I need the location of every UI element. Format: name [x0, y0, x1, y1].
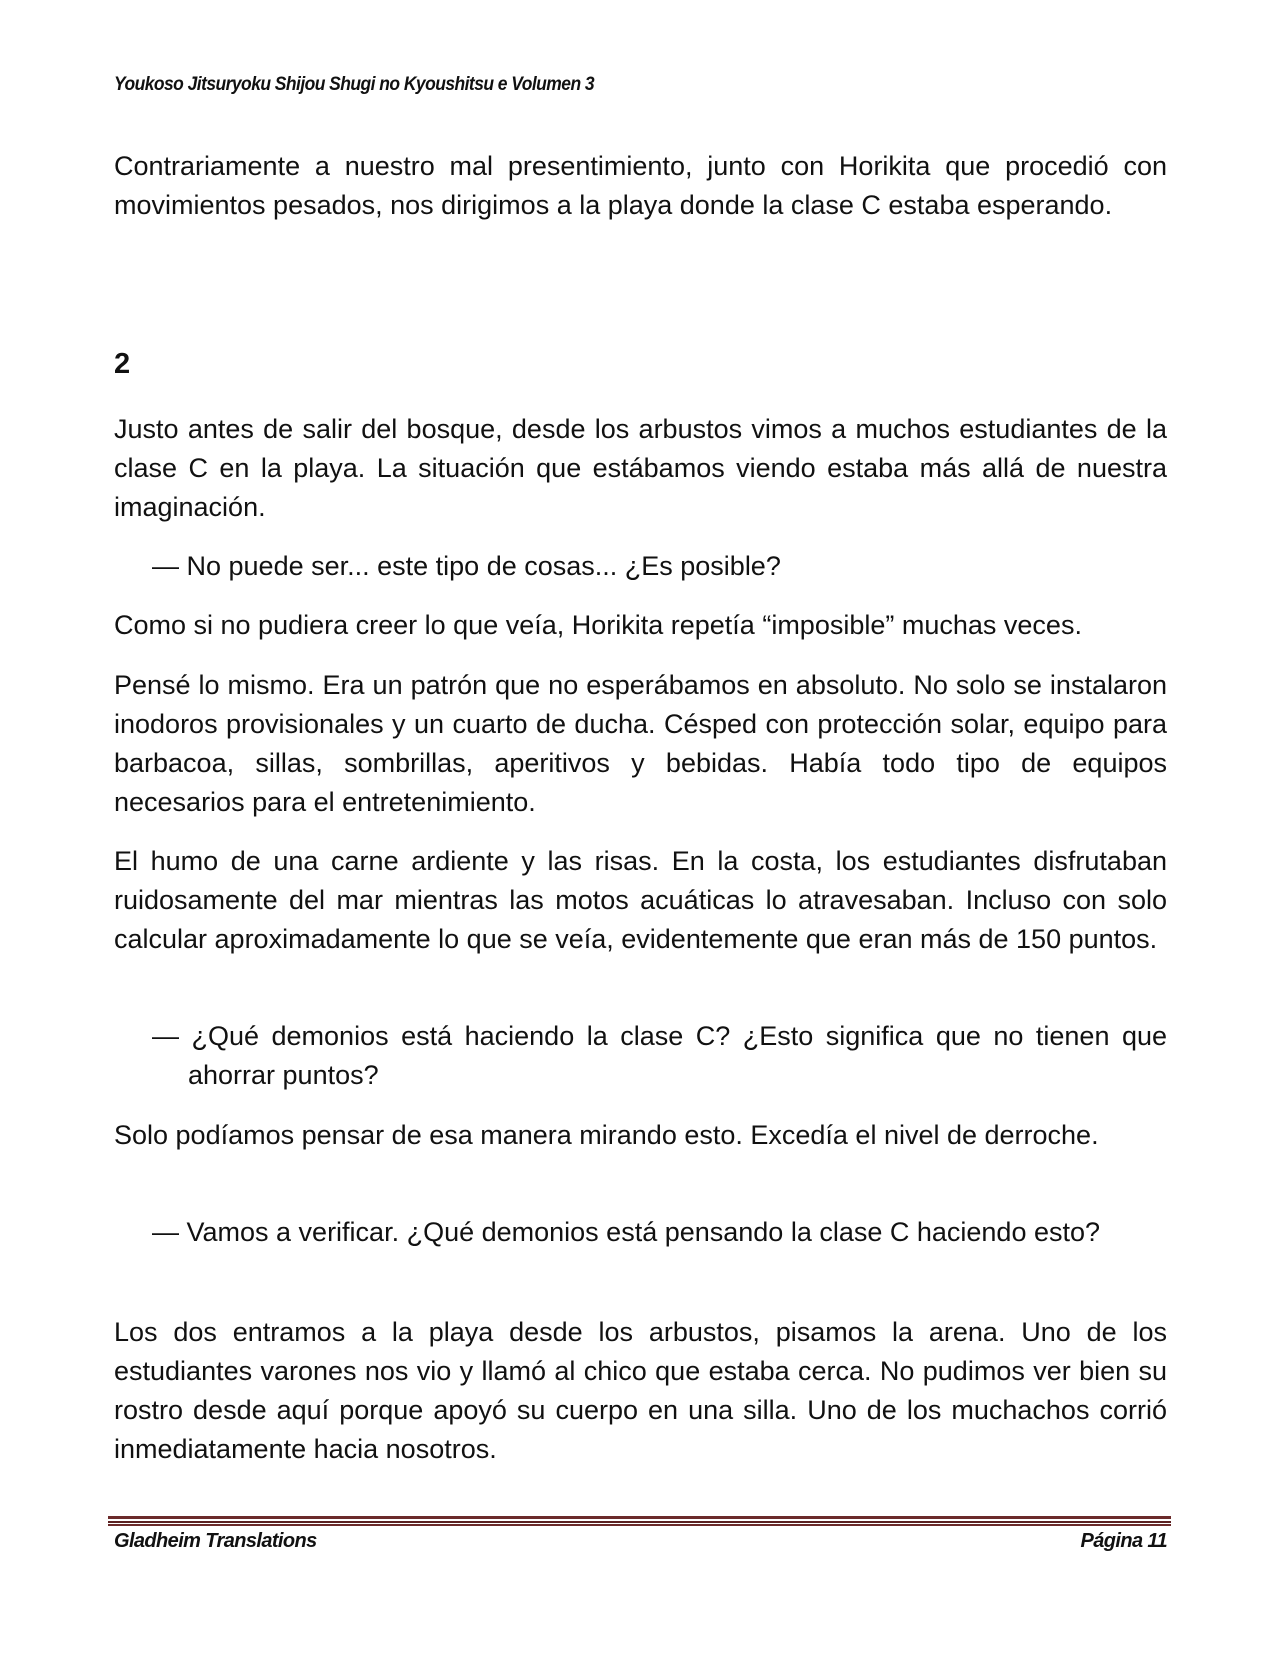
- paragraph: Justo antes de salir del bosque, desde los arbustos vimos a muchos estudiantes de la clase C en la playa. La situación que estábamos viendo estaba más allá de nuestra imaginación.: [114, 414, 1167, 522]
- paragraph: El humo de una carne ardiente y las risas. En la costa, los estudiantes disfrutaban ruidosamente del mar mientras las motos acuáticas lo atravesaban. Incluso con solo calcular aproximadamente lo que se veía, evidentemente que eran más de 150 puntos.: [114, 846, 1167, 954]
- dialogue-line: — Vamos a verificar. ¿Qué demonios está pensando la clase C haciendo esto?: [152, 1217, 1101, 1247]
- footer-credit: Gladheim Translations: [114, 1530, 317, 1552]
- dialogue-line: — No puede ser... este tipo de cosas... ¿Es posible?: [152, 551, 781, 581]
- footer-divider: [108, 1516, 1171, 1526]
- section-heading: 2: [114, 348, 131, 380]
- running-header: Youkoso Jitsuryoku Shijou Shugi no Kyoushitsu e Volumen 3: [114, 74, 595, 95]
- page-number: Página 11: [1080, 1530, 1167, 1552]
- paragraph: Contrariamente a nuestro mal presentimiento, junto con Horikita que procedió con movimientos pesados, nos dirigimos a la playa donde la clase C estaba esperando.: [114, 151, 1167, 220]
- paragraph: Los dos entramos a la playa desde los arbustos, pisamos la arena. Uno de los estudiantes varones nos vio y llamó al chico que estaba cerca. No pudimos ver bien su rostro desde aquí porque apoyó su cuerpo en una silla. Uno de los muchachos corrió inmediatamente hacia nosotros.: [114, 1317, 1167, 1464]
- paragraph: Como si no pudiera creer lo que veía, Horikita repetía “imposible” muchas veces.: [114, 610, 1082, 640]
- dialogue-line: — ¿Qué demonios está haciendo la clase C? ¿Esto significa que no tienen que ahorrar puntos?: [152, 1021, 1167, 1090]
- paragraph: Solo podíamos pensar de esa manera mirando esto. Excedía el nivel de derroche.: [114, 1120, 1099, 1150]
- paragraph: Pensé lo mismo. Era un patrón que no esperábamos en absoluto. No solo se instalaron inodoros provisionales y un cuarto de ducha. Césped con protección solar, equipo para barbacoa, sillas, sombrillas, aperitivos y bebidas. Había todo tipo de equipos necesarios para el entretenimiento.: [114, 670, 1167, 817]
